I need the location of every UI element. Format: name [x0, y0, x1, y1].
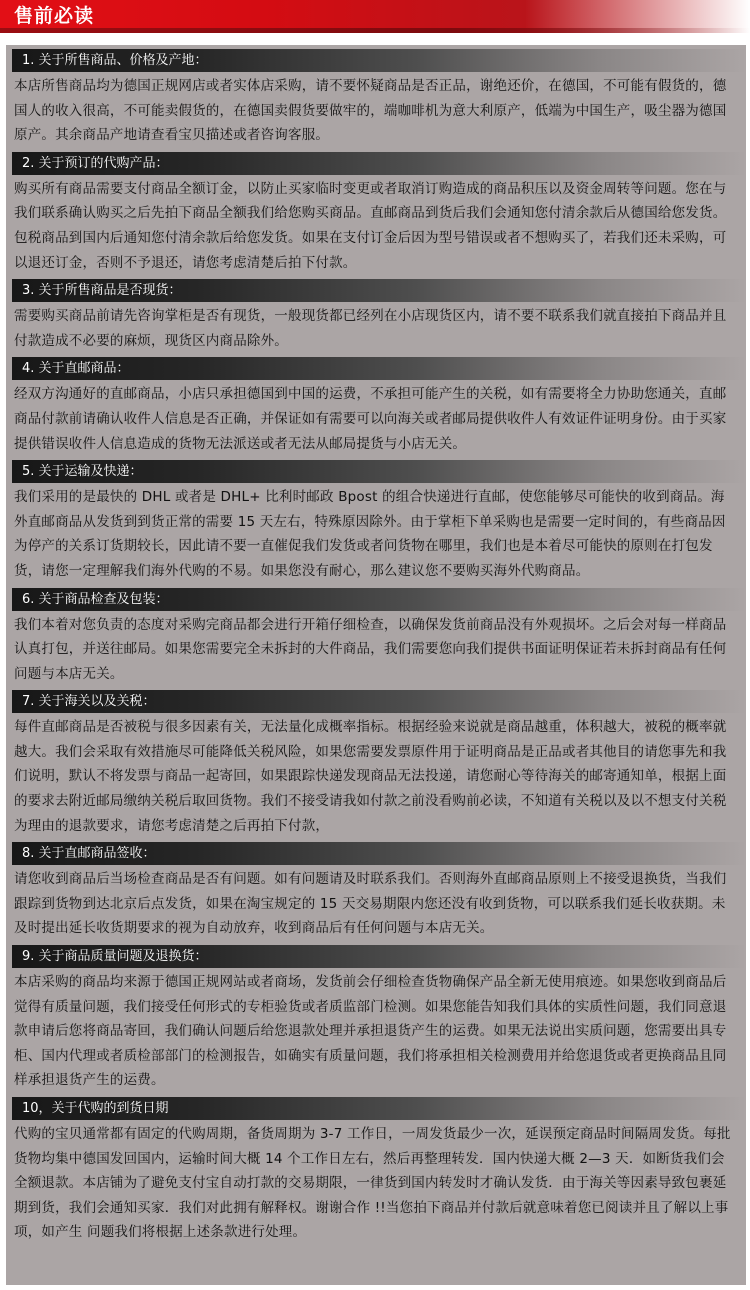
section-body: 经双方沟通好的直邮商品，小店只承担德国到中国的运费，不承担可能产生的关税，如有需要将全力协助您通关，直邮商品付款前请确认收件人信息是否正确，并保证如有需要可以向海关或者邮局提供收件人有效证件证明身份。由于买家提供错误收件人信息造成的货物无法派送或者无法从邮局提货与小店无关。 [14, 386, 727, 452]
section-product-price-origin [6, 49, 746, 148]
section-body: 我们采用的是最快的 DHL 或者是 DHL+ 比利时邮政 Bpost 的组合快递进行直邮，使您能够尽可能快的收到商品。海外直邮商品从发货到到货正常的需要 15 天左右，特殊原因除外。由于掌柜下单采购也是需要一定时间的，有些商品因为停产的关系订货期较长，因此请不要一直催促我们发货或者问货物在哪里，我们也是本着尽可能快的原则在打包发货，请您一定理解我们海外代购的不易。如果您没有耐心，那么建议您不要购买海外代购商品。 [14, 489, 726, 579]
section-body: 请您收到商品后当场检查商品是否有问题。如有问题请及时联系我们。否则海外直邮商品原则上不接受退换货，当我们跟踪到货物到达北京后点发货，如果在淘宝规定的 15 天交易期限内您还没有收到货物，可以联系我们延长收获期。未及时提出延长收货期要求的视为自动放弃，收到商品后有任何问题与本店无关。 [14, 871, 727, 937]
section-delivery-date [6, 1097, 746, 1245]
page-banner [0, 0, 750, 33]
notice-content [6, 45, 746, 1285]
page-title: 售前必读 [14, 5, 95, 27]
section-heading: 2. 关于预订的代购产品： [12, 152, 746, 175]
section-body: 代购的宝贝通常都有固定的代购周期，备货周期为 3-7 工作日，一周发货最少一次，延误预定商品时间隔周发货。每批货物均集中德国发回国内，运输时间大概 14 个工作日左右，然后再整理转发．国内快递大概 2—3 天．如断货我们会全额退款。本店铺为了避免支付宝自动打款的交易期限，一律货到国内转发时才确认发货．由于海关等因素导致包裹延期到货，我们会通知买家．我们对此拥有解释权。谢谢合作 !!当您拍下商品并付款后就意味着您已阅读并且了解以上事项，如产生 问题我们将根据上述条款进行处理。 [14, 1126, 731, 1241]
section-heading: 7. 关于海关以及关税： [12, 690, 746, 713]
section-heading: 10，关于代购的到货日期 [12, 1097, 746, 1120]
section-preorder [6, 152, 746, 275]
section-stock [6, 279, 746, 353]
section-body: 本店采购的商品均来源于德国正规网站或者商场，发货前会仔细检查货物确保产品全新无使用痕迹。如果您收到商品后觉得有质量问题，我们接受任何形式的专柜验货或者质监部门检测。如果您能告知我们具体的实质性问题，我们同意退款申请后您将商品寄回，我们确认问题后给您退款处理并承担退货产生的运费。如果无法说出实质问题，您需要出具专柜、国内代理或者质检部部门的检测报告，如确实有质量问题，我们将承担相关检测费用并给您退货或者更换商品且同样承担退货产生的运费。 [14, 974, 727, 1089]
section-customs-duty [6, 690, 746, 838]
section-heading: 1. 关于所售商品、价格及产地： [12, 49, 746, 72]
banner-stripe [0, 28, 750, 33]
section-body: 购买所有商品需要支付商品全额订金，以防止买家临时变更或者取消订购造成的商品积压以及资金周转等问题。您在与我们联系确认购买之后先拍下商品全额我们给您购买商品。直邮商品到货后我们会通知您付清余款后从德国给您发货。包税商品到国内后通知您付清余款后给您发货。如果在支付订金后因为型号错误或者不想购买了，若我们还未采购，可以退还订金，否则不予退还，请您考虑清楚后拍下付款。 [14, 180, 727, 271]
section-heading: 9. 关于商品质量问题及退换货： [12, 945, 746, 968]
section-heading: 8. 关于直邮商品签收： [12, 842, 746, 865]
section-body: 本店所售商品均为德国正规网店或者实体店采购，请不要怀疑商品是否正品，谢绝还价，在德国，不可能有假货的，德国人的收入很高，不可能卖假货的，在德国卖假货要做牢的，端咖啡机为意大利原产，低端为中国生产，吸尘器为德国原产。其余商品产地请查看宝贝描述或者咨询客服。 [14, 78, 727, 144]
section-shipping [6, 460, 746, 583]
section-body: 每件直邮商品是否被税与很多因素有关，无法量化成概率指标。根据经验来说就是商品越重，体积越大，被税的概率就越大。我们会采取有效措施尽可能降低关税风险，如果您需要发票原件用于证明商品是正品或者其他目的请您事先和我们说明，默认不将发票与商品一起寄回，如果跟踪快递发现商品无法投递，请您耐心等待海关的邮寄通知单，根据上面的要求去附近邮局缴纳关税后取回货物。我们不接受请我如付款之前没看购前必读，不知道有关税以及以不想支付关税为理由的退款要求，请您考虑清楚之后再拍下付款， [14, 719, 727, 834]
section-quality-returns [6, 945, 746, 1093]
section-receipt [6, 842, 746, 941]
section-inspection-packaging [6, 588, 746, 687]
section-body: 我们本着对您负责的态度对采购完商品都会进行开箱仔细检查，以确保发货前商品没有外观损坏。之后会对每一样商品认真打包，并送往邮局。如果您需要完全未拆封的大件商品，我们需要您向我们提供书面证明保证若未拆封商品有任何问题与本店无关。 [14, 616, 727, 682]
section-heading: 5. 关于运输及快递： [12, 460, 746, 483]
section-heading: 3. 关于所售商品是否现货： [12, 279, 746, 302]
section-heading: 4. 关于直邮商品： [12, 357, 746, 380]
section-direct-mail [6, 357, 746, 456]
section-heading: 6. 关于商品检查及包装： [12, 588, 746, 611]
section-body: 需要购买商品前请先咨询掌柜是否有现货，一般现货都已经列在小店现货区内，请不要不联系我们就直接拍下商品并且付款造成不必要的麻烦，现货区内商品除外。 [14, 308, 727, 349]
